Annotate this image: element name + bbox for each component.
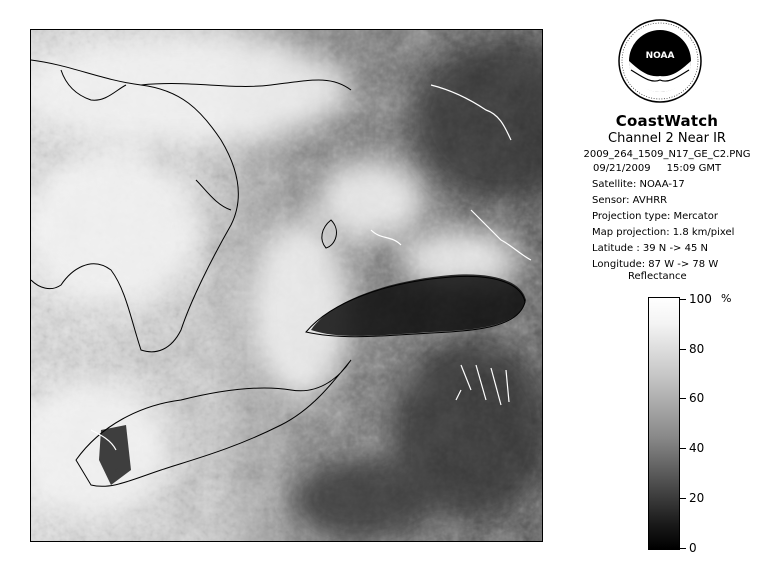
channel-label: Channel 2 Near IR [608,131,726,146]
legend-tick-label: 60 [689,391,705,405]
meta-longitude: Longitude: 87 W -> 78 W [592,259,719,270]
acquisition-date: 09/21/2009 [593,163,651,174]
acquisition-datetime [560,163,774,174]
noaa-logo-icon [617,18,703,104]
legend-title: Reflectance [628,271,687,282]
legend-tick [680,349,686,350]
meta-satellite: Satellite: NOAA-17 [592,179,685,190]
legend-tick [680,548,686,549]
legend-tick-label: 100 [689,292,712,306]
legend-tick [680,299,686,300]
legend-tick-label: 20 [689,491,705,505]
meta-latitude: Latitude : 39 N -> 45 N [592,243,708,254]
meta-map-projection: Map projection: 1.8 km/pixel [592,227,735,238]
legend-tick [680,498,686,499]
noaa-logo-text: NOAA [645,51,675,61]
acquisition-time: 15:09 GMT [666,163,722,174]
legend-tick-label: 0 [689,541,697,555]
satellite-map [30,29,543,542]
meta-projection-type: Projection type: Mercator [592,211,718,222]
legend-tick [680,448,686,449]
product-title: CoastWatch [615,112,719,130]
meta-sensor: Sensor: AVHRR [592,195,668,206]
reflectance-colorbar [648,297,680,550]
map-image [31,30,543,542]
legend-tick [680,398,686,399]
legend-unit: % [721,292,732,305]
info-panel [560,112,774,270]
legend-tick-label: 40 [689,441,705,455]
legend-tick-label: 80 [689,342,705,356]
noaa-logo [617,18,703,104]
image-filename: 2009_264_1509_N17_GE_C2.PNG [583,149,751,160]
